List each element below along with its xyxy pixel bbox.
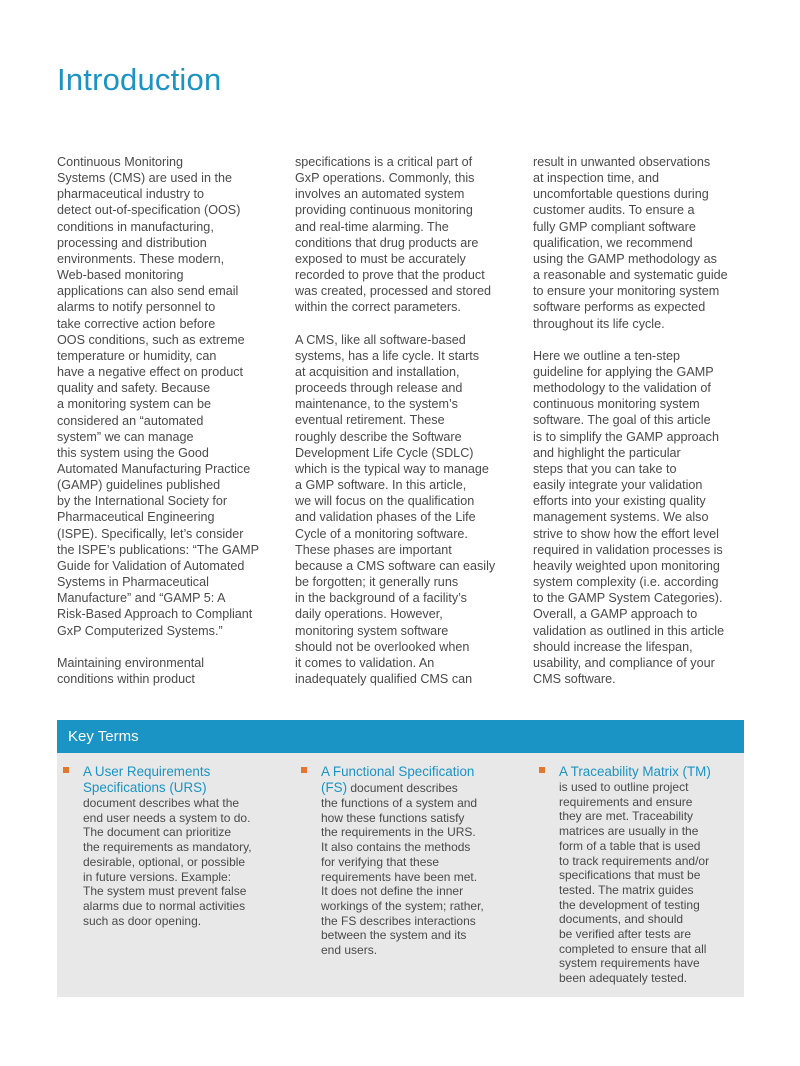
paragraph: result in unwanted observations at inspection time, and uncomfortable questions during customer audits. To ensure a fully GMP compliant software qualification, we recommend using the GAMP methodology as a reasonable and systematic guide to ensure your monitoring system software performs as expected throughout its life cycle. xyxy=(533,155,728,331)
paragraph: Maintaining environmental conditions within product xyxy=(57,655,205,686)
key-term-name: A Functional Specification (FS) xyxy=(321,764,475,795)
key-term-description: document describes what the end user needs a system to do. The document can prioritize the requirements as mandatory, desirable, optional, or possible in future versions. Example: The system must prevent false alarms due to normal activities such as door opening. xyxy=(83,796,252,928)
key-term-name: A User Requirements Specifications (URS) xyxy=(83,764,211,795)
text-column-1 xyxy=(57,154,279,687)
key-term-description: document describes the functions of a system and how these functions satisfy the requirements in the URS. It also contains the methods for verifying that these requirements have been met. It does not define the inner workings of the system; rather, the FS describes interactions between the system and its end users. xyxy=(321,781,484,958)
text-column-2 xyxy=(295,154,517,687)
square-bullet-icon xyxy=(539,767,545,773)
key-term-tm xyxy=(559,764,774,986)
text-column-3 xyxy=(533,154,755,687)
key-terms-heading: Key Terms xyxy=(57,720,744,753)
paragraph: A CMS, like all software-based systems, has a life cycle. It starts at acquisition and installation, proceeds through release and maintenance, to the system’s eventual retirement. These roughly describe the Software Development Life Cycle (SDLC) which is the typical way to manage a GMP software. In this article, we will focus on the qualification and validation phases of the Life Cycle of a monitoring software. These phases are important because a CMS software can easily be forgotten; it generally runs in the background of a facility’s daily operations. However, monitoring system software should not be overlooked when it comes to validation. An inadequately qualified CMS can xyxy=(295,332,496,686)
key-term-name: A Traceability Matrix (TM) xyxy=(559,764,711,779)
square-bullet-icon xyxy=(301,767,307,773)
key-term-fs xyxy=(321,764,536,958)
paragraph: Here we outline a ten-step guideline for applying the GAMP methodology to the validation of continuous monitoring system software. The goal of this article is to simplify the GAMP approach and highlight the particular steps that you can take to easily integrate your validation efforts into your existing quality management systems. We also strive to show how the effort level required in validation processes is heavily weighted upon monitoring system complexity (i.e. according to the GAMP System Categories). Overall, a GAMP approach to validation as outlined in this article should increase the lifespan, usability, and compliance of your CMS software. xyxy=(533,348,725,686)
page-title: Introduction xyxy=(57,62,222,97)
square-bullet-icon xyxy=(63,767,69,773)
paragraph: specifications is a critical part of GxP operations. Commonly, this involves an automated system providing continuous monitoring and real-time alarming. The conditions that drug products are exposed to must be accurately recorded to prove that the product was created, processed and stored within the correct parameters. xyxy=(295,155,492,315)
key-term-text xyxy=(83,764,298,928)
key-term-text xyxy=(559,764,774,986)
key-term-text xyxy=(321,764,536,958)
key-term-urs xyxy=(83,764,298,928)
key-term-description: is used to outline project requirements and ensure they are met. Traceability matrices are usually in the form of a table that is used to track requirements and/or specifications that must be tested. The matrix guides the development of testing documents, and should be verified after tests are completed to ensure that all system requirements have been adequately tested. xyxy=(559,780,710,986)
key-terms-box xyxy=(57,720,744,997)
paragraph: Continuous Monitoring Systems (CMS) are used in the pharmaceutical industry to detect out-of-specification (OOS) conditions in manufacturing, processing and distribution environments. These modern, Web-based monitoring applications can also send email alarms to notify personnel to take corrective action before OOS conditions, such as extreme temperature or humidity, can have a negative effect on product quality and safety. Because a monitoring system can be considered an “automated system” we can manage this system using the Good Automated Manufacturing Practice (GAMP) guidelines published by the International Society for Pharmaceutical Engineering (ISPE). Specifically, let’s consider the ISPE’s publications: “The GAMP Guide for Validation of Automated Systems in Pharmaceutical Manufacture” and “GAMP 5: A Risk-Based Approach to Compliant GxP Computerized Systems.” xyxy=(57,155,260,638)
